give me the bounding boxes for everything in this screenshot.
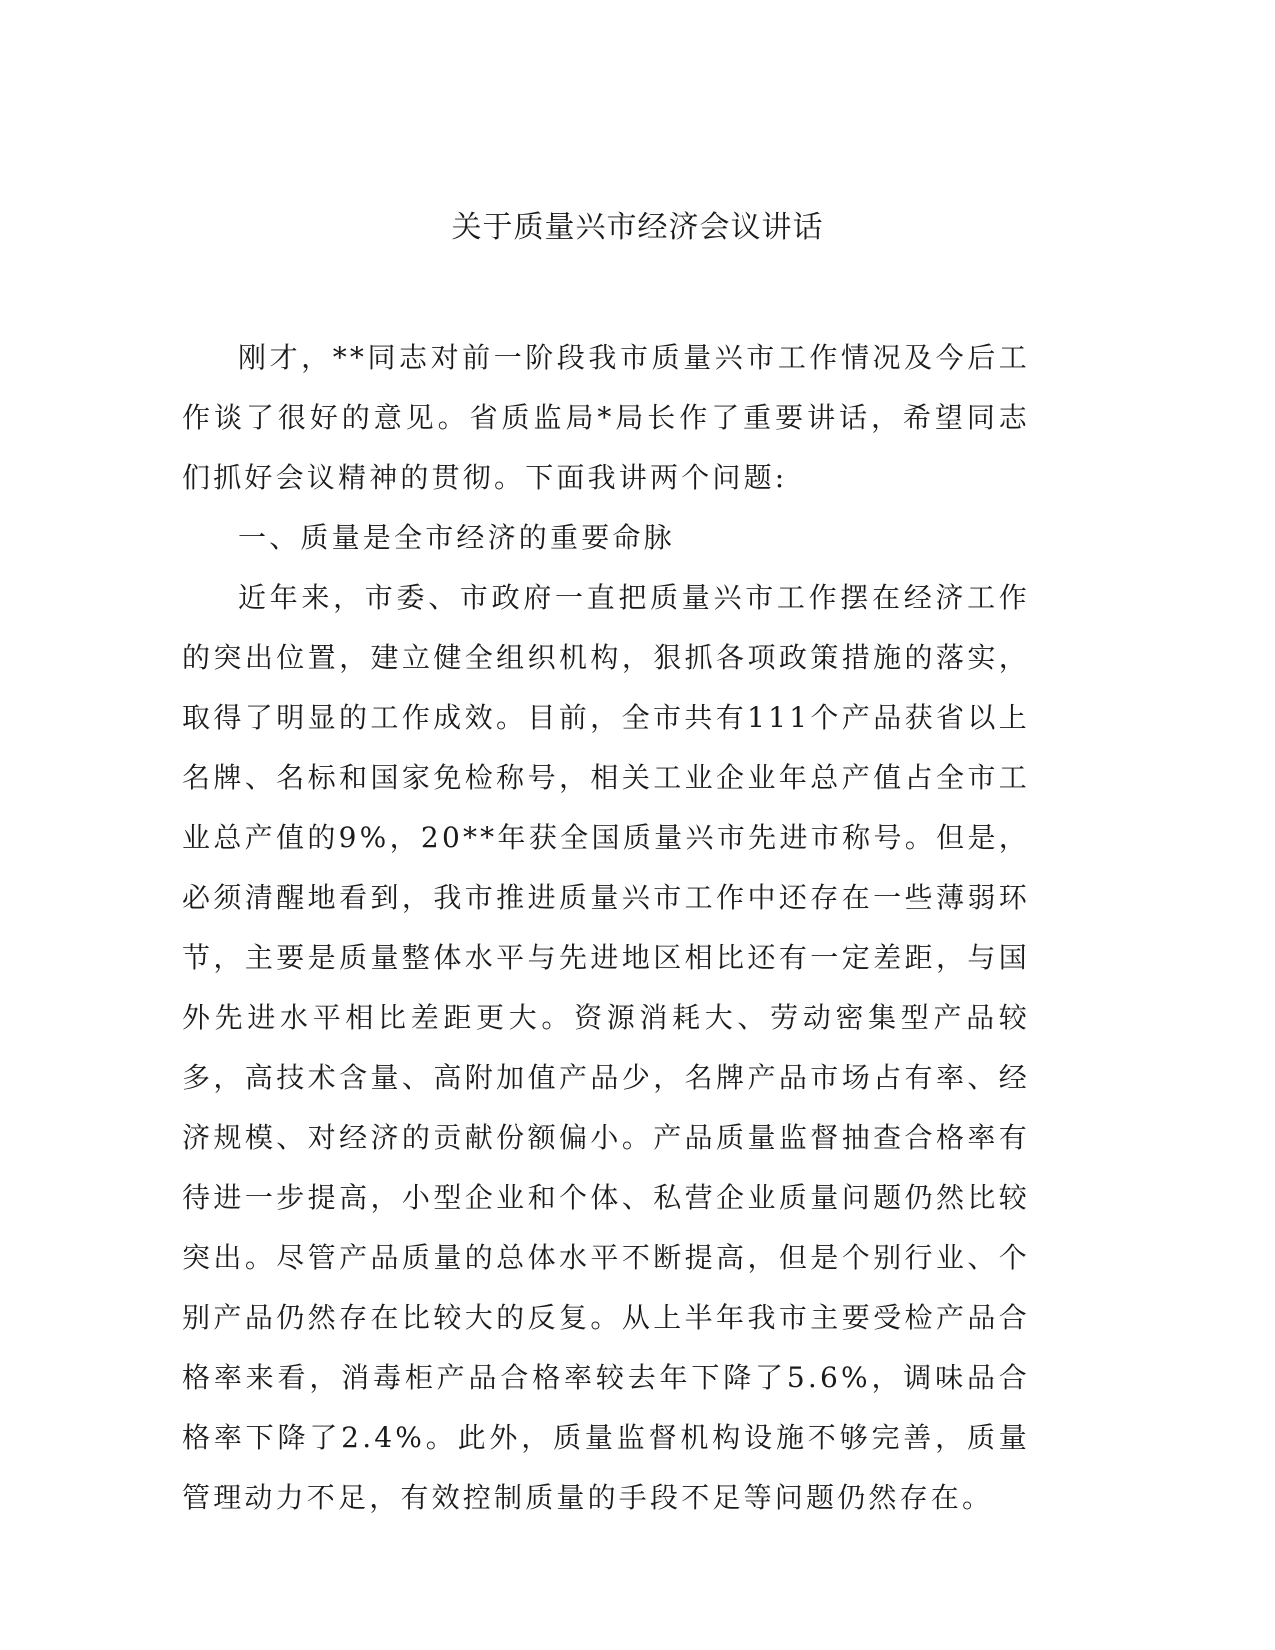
intro-paragraph: 刚才，**同志对前一阶段我市质量兴市工作情况及今后工作谈了很好的意见。省质监局*局长作了重要讲话，希望同志们抓好会议精神的贯彻。下面我讲两个问题: <box>182 341 1030 494</box>
body-paragraph-1: 近年来，市委、市政府一直把质量兴市工作摆在经济工作的突出位置，建立健全组织机构，狠抓各项政策措施的落实，取得了明显的工作成效。目前，全市共有111个产品获省以上名牌、名标和国家免检称号，相关工业企业年总产值占全市工业总产值的9%，20**年获全国质量兴市先进市称号。但是，必须清醒地看到，我市推进质量兴市工作中还存在一些薄弱环节，主要是质量整体水平与先进地区相比还有一定差距，与国外先进水平相比差距更大。资源消耗大、劳动密集型产品较多，高技术含量、高附加值产品少，名牌产品市场占有率、经济规模、对经济的贡献份额偏小。产品质量监督抽查合格率有待进一步提高，小型企业和个体、私营企业质量问题仍然比较突出。尽管产品质量的总体水平不断提高，但是个别行业、个别产品仍然存在比较大的反复。从上半年我市主要受检产品合格率来看，消毒柜产品合格率较去年下降了5.6%，调味品合格率下降了2.4%。此外，质量监督机构设施不够完善，质量管理动力不足，有效控制质量的手段不足等问题仍然存在。 <box>182 581 1030 1514</box>
section-heading-1: 一、质量是全市经济的重要命脉 <box>238 521 675 554</box>
document-title: 关于质量兴市经济会议讲话 <box>451 210 824 245</box>
document-body <box>182 328 1030 1528</box>
